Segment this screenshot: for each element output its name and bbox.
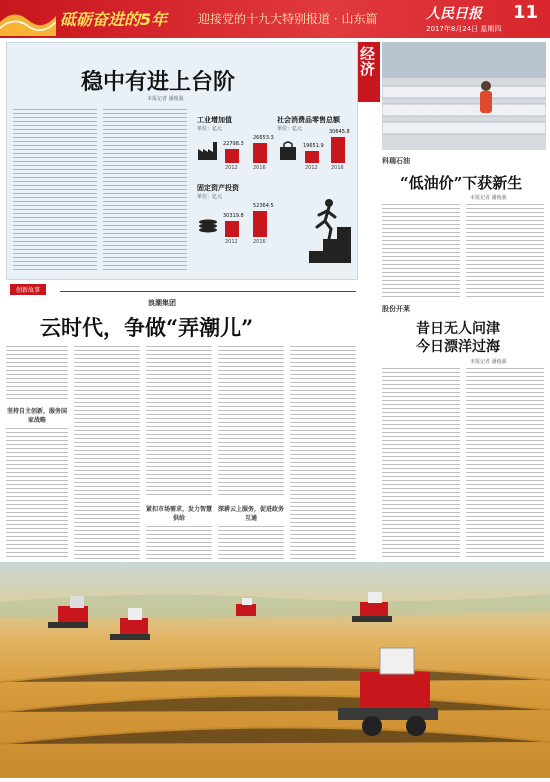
- stair-climber-icon: [295, 193, 351, 263]
- textile-factory-photo: [382, 42, 546, 150]
- story-body-text: [218, 526, 284, 560]
- story-body-text: [146, 526, 212, 560]
- story-byline: 本报记者 潘俊强: [470, 195, 507, 201]
- chart-label: 社会消费品零售总额: [277, 116, 340, 124]
- section-head: 深耕云上服务，促进政务互通: [218, 506, 285, 522]
- section-head: 坚持自主创新，服务国家战略: [6, 408, 67, 424]
- section-vertical-title: 经济: [358, 46, 376, 76]
- banner-subtitle: 迎接党的十九大特别报道 · 山东篇: [198, 12, 378, 26]
- story-body-text: [382, 204, 460, 298]
- chart-bar: [225, 221, 239, 237]
- story-company: 科瑞石油: [382, 157, 410, 165]
- story-headline: 今日漂洋过海: [416, 339, 500, 355]
- chart-bar: [225, 149, 239, 163]
- story-headline: 云时代，争做“弄潮儿”: [40, 315, 254, 340]
- story-body-text: [6, 346, 68, 400]
- story-body-text: [6, 428, 68, 560]
- story-headline: 昔日无人问津: [416, 321, 500, 337]
- chart-year: 2016: [331, 165, 344, 171]
- story-company: 浪潮集团: [148, 299, 176, 307]
- page-number: 11: [513, 2, 539, 23]
- story-headline: “低油价”下获新生: [400, 174, 523, 192]
- chart-value: 30645.8: [329, 129, 350, 135]
- chart-unit: 单位：亿元: [197, 126, 223, 132]
- story-body-text: [74, 346, 140, 560]
- coins-icon: [197, 211, 219, 233]
- page-banner: [0, 0, 550, 38]
- chart-value: 52364.5: [253, 203, 274, 209]
- chart-year: 2016: [253, 239, 266, 245]
- chart-bar: [253, 211, 267, 237]
- wheat-field-photo: [0, 562, 550, 778]
- chart-bar: [253, 143, 267, 163]
- issue-date: 2017年8月24日 星期四: [426, 25, 502, 33]
- factory-icon: [197, 139, 219, 161]
- section-head: 紧扣市场需求，发力智慧供给: [146, 506, 213, 522]
- feature-body-text: [13, 109, 97, 273]
- story-byline: 本报记者 潘俊强: [470, 359, 507, 365]
- chart-label: 固定资产投资: [197, 184, 239, 192]
- chart-unit: 单位：亿元: [277, 126, 303, 132]
- story-body-text: [146, 346, 212, 498]
- shopping-bag-icon: [279, 141, 297, 161]
- story-company: 股份开莱: [382, 305, 410, 313]
- harvester-scene: [0, 562, 550, 778]
- chart-unit: 单位：亿元: [197, 194, 223, 200]
- story-tag: 创新故事: [10, 284, 46, 295]
- chart-bar: [305, 151, 319, 163]
- chart-year: 2012: [305, 165, 318, 171]
- story-body-text: [290, 346, 356, 560]
- chart-bar: [331, 137, 345, 163]
- chart-value: 19651.9: [303, 143, 324, 149]
- chart-year: 2016: [253, 165, 266, 171]
- feature-body-text: [103, 109, 187, 273]
- feature-headline: 稳中有进上台阶: [81, 69, 236, 95]
- story-body-text: [382, 368, 460, 558]
- newspaper-name: 人民日报: [426, 6, 482, 22]
- chart-label: 工业增加值: [197, 116, 232, 124]
- feature-box: [6, 42, 358, 280]
- tag-rule: [60, 291, 356, 292]
- chart-year: 2012: [225, 165, 238, 171]
- story-body-text: [466, 368, 544, 558]
- banner-title: 砥砺奋进的5年: [60, 10, 168, 29]
- wave-ribbon-icon: [0, 2, 56, 36]
- story-body-text: [218, 346, 284, 498]
- chart-value: 22798.3: [223, 141, 244, 147]
- harvester-icon: [338, 648, 438, 736]
- story-body-text: [466, 204, 544, 298]
- chart-value: 26653.3: [253, 135, 274, 141]
- feature-byline: 本报记者 潘俊强: [147, 96, 184, 102]
- chart-year: 2012: [225, 239, 238, 245]
- chart-value: 30319.8: [223, 213, 244, 219]
